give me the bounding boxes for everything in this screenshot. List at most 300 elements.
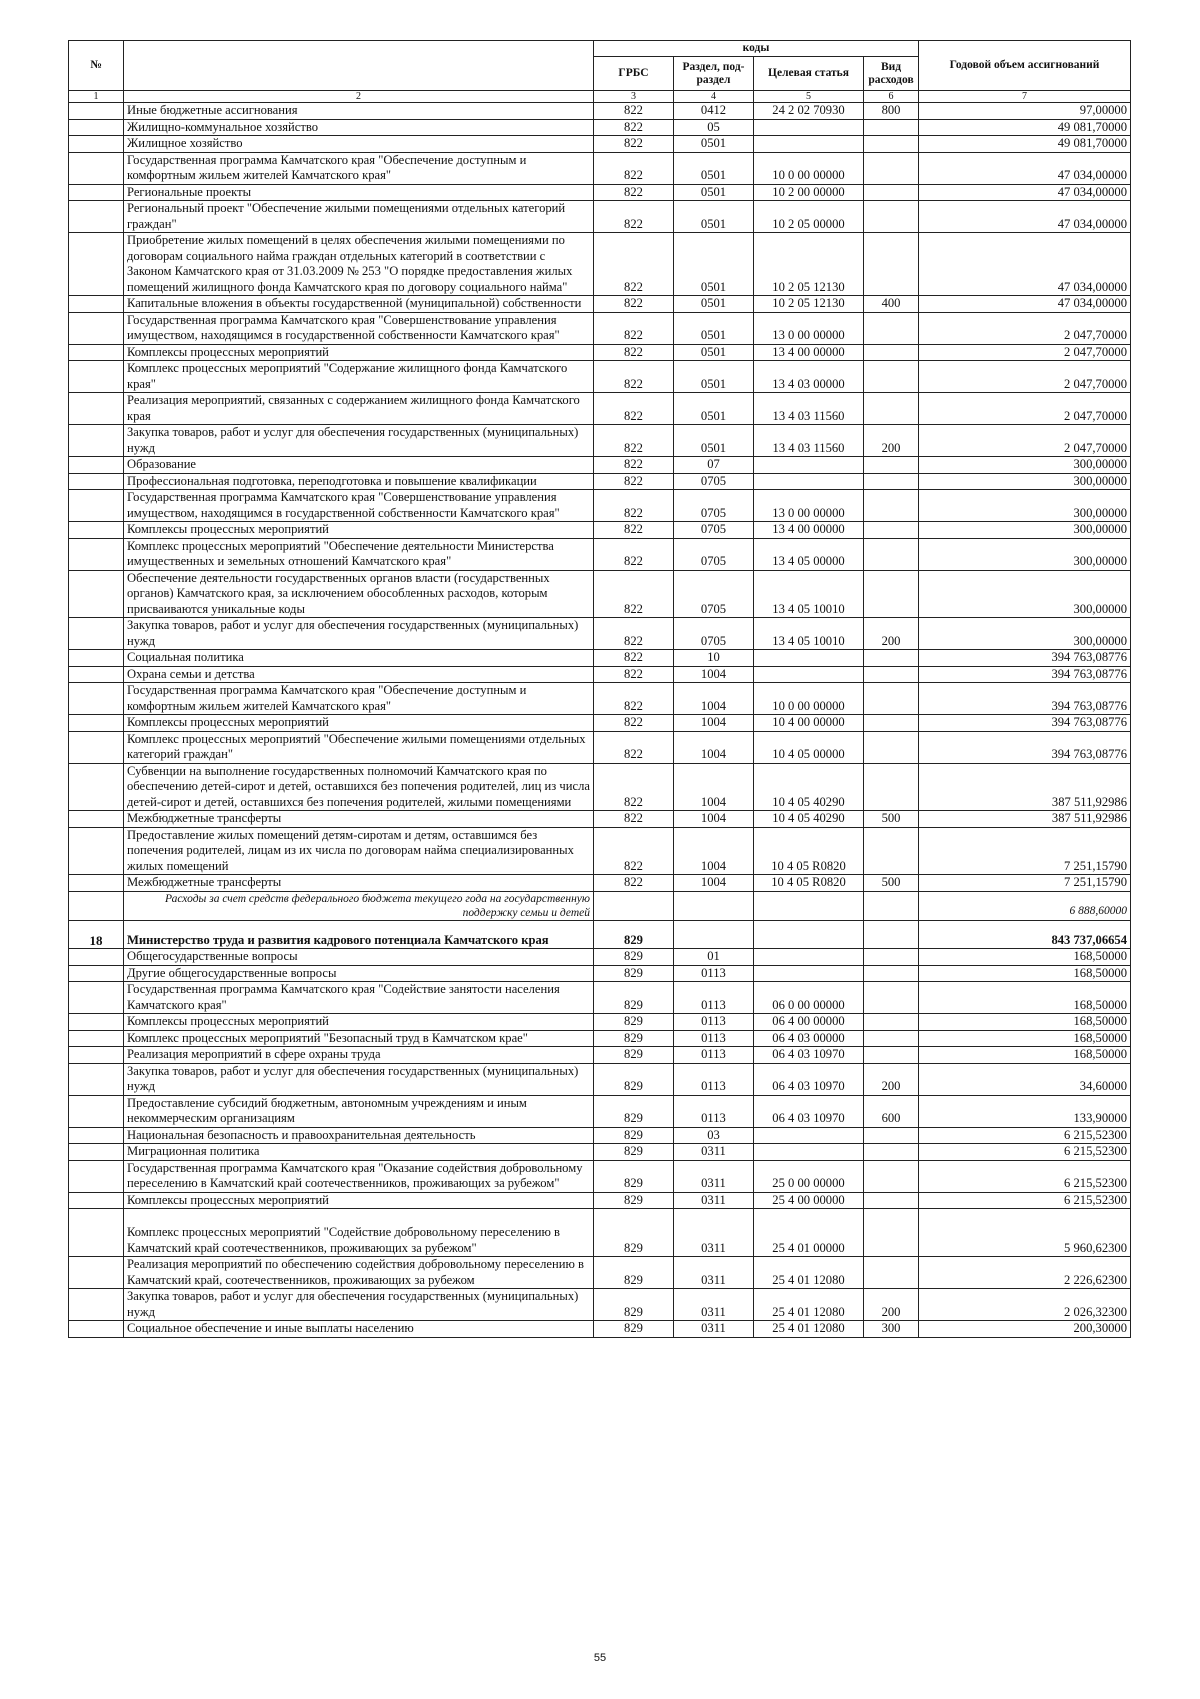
row-amount: 168,50000 [919, 1047, 1131, 1064]
row-target [754, 473, 864, 490]
row-target [754, 949, 864, 966]
row-number [69, 1095, 124, 1127]
row-grbs: 822 [594, 103, 674, 120]
row-grbs: 822 [594, 570, 674, 618]
row-expense-type [864, 1209, 919, 1257]
row-name: Закупка товаров, работ и услуг для обеспечения государственных (муниципальных) нужд [124, 425, 594, 457]
row-section [674, 920, 754, 949]
table-row [69, 763, 1131, 811]
row-name: Закупка товаров, работ и услуг для обеспечения государственных (муниципальных) нужд [124, 1063, 594, 1095]
row-grbs: 829 [594, 1095, 674, 1127]
column-number: 2 [124, 91, 594, 103]
row-grbs: 829 [594, 982, 674, 1014]
table-row [69, 1095, 1131, 1127]
row-target: 13 4 03 11560 [754, 425, 864, 457]
row-section: 0113 [674, 982, 754, 1014]
row-target: 13 4 03 00000 [754, 361, 864, 393]
row-name: Предоставление субсидий бюджетным, автономным учреждениям и иным некоммерческим организациям [124, 1095, 594, 1127]
row-section: 0501 [674, 296, 754, 313]
row-target: 13 4 05 00000 [754, 538, 864, 570]
row-number [69, 522, 124, 539]
row-number [69, 618, 124, 650]
row-amount: 5 960,62300 [919, 1209, 1131, 1257]
row-section: 0705 [674, 618, 754, 650]
row-expense-type [864, 949, 919, 966]
row-number [69, 715, 124, 732]
row-expense-type [864, 184, 919, 201]
row-grbs: 822 [594, 683, 674, 715]
header-expense-type: Вид расходов [864, 57, 919, 91]
row-target: 10 4 05 R0820 [754, 827, 864, 875]
row-number [69, 1257, 124, 1289]
row-section: 0705 [674, 522, 754, 539]
row-amount: 300,00000 [919, 570, 1131, 618]
row-grbs: 822 [594, 344, 674, 361]
row-expense-type: 800 [864, 103, 919, 120]
row-name: Комплекс процессных мероприятий "Содействие добровольному переселению в Камчатский край соотечественников, проживающих за рубежом" [124, 1209, 594, 1257]
row-expense-type [864, 982, 919, 1014]
row-number [69, 473, 124, 490]
row-amount: 2 026,32300 [919, 1289, 1131, 1321]
row-expense-type: 200 [864, 1063, 919, 1095]
row-target: 13 0 00 00000 [754, 490, 864, 522]
row-grbs: 829 [594, 1160, 674, 1192]
row-name: Охрана семьи и детства [124, 666, 594, 683]
row-expense-type [864, 152, 919, 184]
row-grbs: 822 [594, 393, 674, 425]
header-num: № [69, 41, 124, 91]
row-number [69, 344, 124, 361]
column-number: 4 [674, 91, 754, 103]
row-section: 0113 [674, 1095, 754, 1127]
table-row [69, 570, 1131, 618]
row-target: 25 4 01 00000 [754, 1209, 864, 1257]
row-number [69, 184, 124, 201]
row-amount: 300,00000 [919, 490, 1131, 522]
row-amount: 394 763,08776 [919, 666, 1131, 683]
row-name: Другие общегосударственные вопросы [124, 965, 594, 982]
row-grbs: 829 [594, 1127, 674, 1144]
row-grbs: 829 [594, 1144, 674, 1161]
table-row [69, 184, 1131, 201]
row-target: 13 4 00 00000 [754, 522, 864, 539]
row-grbs: 829 [594, 965, 674, 982]
row-name: Образование [124, 457, 594, 474]
row-expense-type: 200 [864, 1289, 919, 1321]
row-expense-type [864, 827, 919, 875]
row-grbs: 822 [594, 666, 674, 683]
row-section: 0113 [674, 965, 754, 982]
row-section: 0113 [674, 1030, 754, 1047]
row-expense-type [864, 1127, 919, 1144]
row-name: Реализация мероприятий, связанных с содержанием жилищного фонда Камчатского края [124, 393, 594, 425]
row-name: Региональный проект "Обеспечение жилыми помещениями отдельных категорий граждан" [124, 201, 594, 233]
row-target [754, 965, 864, 982]
row-grbs: 829 [594, 920, 674, 949]
table-row [69, 1289, 1131, 1321]
row-name: Комплекс процессных мероприятий "Обеспечение деятельности Министерства имущественных и земельных отношений Камчатского края" [124, 538, 594, 570]
table-row [69, 201, 1131, 233]
row-grbs: 829 [594, 1321, 674, 1338]
header-name [124, 41, 594, 91]
table-row [69, 1047, 1131, 1064]
row-grbs: 822 [594, 233, 674, 296]
row-target: 10 0 00 00000 [754, 152, 864, 184]
row-target: 10 4 05 R0820 [754, 875, 864, 892]
row-number [69, 393, 124, 425]
row-amount: 47 034,00000 [919, 233, 1131, 296]
row-section: 0501 [674, 312, 754, 344]
table-row [69, 1014, 1131, 1031]
row-expense-type [864, 457, 919, 474]
row-expense-type [864, 1014, 919, 1031]
row-target: 13 4 05 10010 [754, 618, 864, 650]
row-expense-type [864, 965, 919, 982]
row-target: 10 2 05 12130 [754, 233, 864, 296]
row-target: 10 2 05 00000 [754, 201, 864, 233]
row-number [69, 875, 124, 892]
row-section: 0311 [674, 1209, 754, 1257]
row-grbs: 829 [594, 1030, 674, 1047]
row-amount: 49 081,70000 [919, 136, 1131, 153]
table-row [69, 827, 1131, 875]
row-number [69, 570, 124, 618]
row-target [754, 650, 864, 667]
row-section: 05 [674, 119, 754, 136]
row-name: Государственная программа Камчатского края "Обеспечение доступным и комфортным жильем жителей Камчатского края" [124, 152, 594, 184]
row-number [69, 1144, 124, 1161]
row-amount: 7 251,15790 [919, 875, 1131, 892]
table-row [69, 683, 1131, 715]
row-number [69, 1030, 124, 1047]
row-number [69, 312, 124, 344]
column-number: 7 [919, 91, 1131, 103]
row-section: 0113 [674, 1047, 754, 1064]
row-expense-type [864, 312, 919, 344]
row-section: 0311 [674, 1144, 754, 1161]
row-name: Региональные проекты [124, 184, 594, 201]
table-row [69, 490, 1131, 522]
table-row [69, 965, 1131, 982]
row-section: 01 [674, 949, 754, 966]
row-amount: 2 047,70000 [919, 312, 1131, 344]
row-amount: 168,50000 [919, 1014, 1131, 1031]
row-section: 0501 [674, 184, 754, 201]
row-grbs: 822 [594, 119, 674, 136]
row-amount: 2 047,70000 [919, 393, 1131, 425]
row-target: 13 4 03 11560 [754, 393, 864, 425]
table-body [69, 103, 1131, 1338]
row-section: 0113 [674, 1014, 754, 1031]
row-name: Национальная безопасность и правоохранительная деятельность [124, 1127, 594, 1144]
row-section: 10 [674, 650, 754, 667]
row-name: Приобретение жилых помещений в целях обеспечения жилыми помещениями по договорам социального найма граждан отдельных категорий в соответствии с Законом Камчатского края от 31.03.2009 № 253 "О порядке предоставления жилых помещений жилищного фонда Камчатского края по договору социального найма" [124, 233, 594, 296]
row-number [69, 1192, 124, 1209]
row-section: 0501 [674, 344, 754, 361]
row-name: Комплексы процессных мероприятий [124, 344, 594, 361]
header-section: Раздел, под-раздел [674, 57, 754, 91]
row-amount: 394 763,08776 [919, 683, 1131, 715]
row-section: 0311 [674, 1289, 754, 1321]
row-expense-type [864, 344, 919, 361]
row-amount: 2 047,70000 [919, 425, 1131, 457]
table-row [69, 731, 1131, 763]
table-row [69, 1144, 1131, 1161]
row-target: 06 0 00 00000 [754, 982, 864, 1014]
table-row [69, 233, 1131, 296]
row-target [754, 457, 864, 474]
table-row [69, 103, 1131, 120]
table-row [69, 1321, 1131, 1338]
row-section: 0311 [674, 1160, 754, 1192]
row-section: 0113 [674, 1063, 754, 1095]
row-expense-type [864, 361, 919, 393]
row-amount: 47 034,00000 [919, 184, 1131, 201]
row-name: Комплексы процессных мероприятий [124, 1192, 594, 1209]
row-section: 0311 [674, 1192, 754, 1209]
row-expense-type [864, 119, 919, 136]
row-name: Расходы за счет средств федерального бюджета текущего года на государственную поддержку семьи и детей [124, 891, 594, 920]
row-name: Государственная программа Камчатского края "Обеспечение доступным и комфортным жильем жителей Камчатского края" [124, 683, 594, 715]
row-name: Комплексы процессных мероприятий [124, 1014, 594, 1031]
row-target: 06 4 00 00000 [754, 1014, 864, 1031]
page-number: 55 [593, 1652, 607, 1664]
row-number [69, 683, 124, 715]
row-number [69, 201, 124, 233]
row-name: Миграционная политика [124, 1144, 594, 1161]
header-codes: коды [594, 41, 919, 57]
row-target: 06 4 03 10970 [754, 1063, 864, 1095]
row-target: 25 0 00 00000 [754, 1160, 864, 1192]
row-number [69, 103, 124, 120]
row-target: 25 4 01 12080 [754, 1321, 864, 1338]
table-row [69, 650, 1131, 667]
row-number [69, 490, 124, 522]
row-amount: 2 047,70000 [919, 344, 1131, 361]
row-section: 0501 [674, 393, 754, 425]
row-amount: 387 511,92986 [919, 763, 1131, 811]
table-row [69, 949, 1131, 966]
budget-table [68, 40, 1131, 1338]
row-grbs: 822 [594, 296, 674, 313]
row-amount: 6 888,60000 [919, 891, 1131, 920]
row-amount: 6 215,52300 [919, 1160, 1131, 1192]
row-number [69, 965, 124, 982]
row-grbs: 822 [594, 875, 674, 892]
row-expense-type [864, 1160, 919, 1192]
row-number [69, 233, 124, 296]
row-name: Закупка товаров, работ и услуг для обеспечения государственных (муниципальных) нужд [124, 618, 594, 650]
row-name: Комплексы процессных мероприятий [124, 715, 594, 732]
row-expense-type [864, 201, 919, 233]
row-section: 03 [674, 1127, 754, 1144]
row-target: 13 4 00 00000 [754, 344, 864, 361]
row-expense-type [864, 715, 919, 732]
row-section: 0705 [674, 538, 754, 570]
row-target: 10 4 00 00000 [754, 715, 864, 732]
row-expense-type: 500 [864, 875, 919, 892]
row-target [754, 1127, 864, 1144]
row-number [69, 666, 124, 683]
budget-sheet [68, 40, 1130, 1338]
row-number [69, 1289, 124, 1321]
row-grbs: 822 [594, 457, 674, 474]
row-name: Государственная программа Камчатского края "Содействие занятости населения Камчатского края" [124, 982, 594, 1014]
row-name: Капитальные вложения в объекты государственной (муниципальной) собственности [124, 296, 594, 313]
row-name: Обеспечение деятельности государственных органов власти (государственных органов) Камчатского края, за исключением обособленных расходов, которым присваиваются уникальные коды [124, 570, 594, 618]
row-grbs: 822 [594, 425, 674, 457]
row-expense-type: 200 [864, 425, 919, 457]
row-number [69, 1321, 124, 1338]
row-expense-type [864, 538, 919, 570]
row-amount: 168,50000 [919, 949, 1131, 966]
row-amount: 47 034,00000 [919, 201, 1131, 233]
row-name: Социальное обеспечение и иные выплаты населению [124, 1321, 594, 1338]
row-target: 10 4 05 40290 [754, 811, 864, 828]
row-grbs: 822 [594, 538, 674, 570]
table-row [69, 811, 1131, 828]
row-number [69, 425, 124, 457]
row-name: Иные бюджетные ассигнования [124, 103, 594, 120]
table-row [69, 136, 1131, 153]
row-target: 10 0 00 00000 [754, 683, 864, 715]
row-name: Жилищно-коммунальное хозяйство [124, 119, 594, 136]
row-section: 0501 [674, 136, 754, 153]
row-number [69, 982, 124, 1014]
row-amount: 97,00000 [919, 103, 1131, 120]
row-number [69, 538, 124, 570]
row-section: 1004 [674, 731, 754, 763]
row-target [754, 1144, 864, 1161]
row-amount: 168,50000 [919, 982, 1131, 1014]
row-grbs: 822 [594, 361, 674, 393]
row-expense-type [864, 1030, 919, 1047]
row-name: Государственная программа Камчатского края "Оказание содействия добровольному переселению в Камчатский край соотечественников, проживающих за рубежом" [124, 1160, 594, 1192]
header-target: Целевая статья [754, 57, 864, 91]
row-grbs [594, 891, 674, 920]
row-expense-type [864, 891, 919, 920]
row-number [69, 296, 124, 313]
row-amount: 387 511,92986 [919, 811, 1131, 828]
row-number [69, 827, 124, 875]
row-target [754, 920, 864, 949]
row-expense-type [864, 233, 919, 296]
header-grbs: ГРБС [594, 57, 674, 91]
row-section: 1004 [674, 875, 754, 892]
row-amount: 2 226,62300 [919, 1257, 1131, 1289]
row-number [69, 361, 124, 393]
row-number [69, 1047, 124, 1064]
row-name: Межбюджетные трансферты [124, 811, 594, 828]
row-number [69, 152, 124, 184]
row-section: 1004 [674, 811, 754, 828]
row-section [674, 891, 754, 920]
row-name: Комплекс процессных мероприятий "Безопасный труд в Камчатском крае" [124, 1030, 594, 1047]
row-grbs: 822 [594, 184, 674, 201]
row-expense-type [864, 920, 919, 949]
table-row [69, 891, 1131, 920]
row-amount: 394 763,08776 [919, 715, 1131, 732]
row-section: 07 [674, 457, 754, 474]
row-grbs: 822 [594, 618, 674, 650]
row-name: Социальная политика [124, 650, 594, 667]
row-amount: 300,00000 [919, 457, 1131, 474]
row-amount: 200,30000 [919, 1321, 1131, 1338]
row-grbs: 829 [594, 1192, 674, 1209]
table-row [69, 522, 1131, 539]
row-target: 06 4 03 10970 [754, 1095, 864, 1127]
row-grbs: 822 [594, 715, 674, 732]
row-section: 0705 [674, 490, 754, 522]
row-amount: 47 034,00000 [919, 296, 1131, 313]
table-row [69, 1160, 1131, 1192]
row-name: Государственная программа Камчатского края "Совершенствование управления имуществом, находящимся в государственной собственности Камчатского края" [124, 312, 594, 344]
row-name: Закупка товаров, работ и услуг для обеспечения государственных (муниципальных) нужд [124, 1289, 594, 1321]
row-expense-type [864, 731, 919, 763]
row-grbs: 822 [594, 136, 674, 153]
row-expense-type [864, 393, 919, 425]
row-target [754, 119, 864, 136]
row-target: 10 4 05 40290 [754, 763, 864, 811]
row-name: Комплексы процессных мероприятий [124, 522, 594, 539]
row-section: 1004 [674, 666, 754, 683]
row-amount: 49 081,70000 [919, 119, 1131, 136]
row-grbs: 829 [594, 1047, 674, 1064]
row-expense-type [864, 763, 919, 811]
row-grbs: 822 [594, 312, 674, 344]
row-grbs: 822 [594, 201, 674, 233]
table-row [69, 1192, 1131, 1209]
row-number [69, 811, 124, 828]
row-amount: 34,60000 [919, 1063, 1131, 1095]
table-row [69, 361, 1131, 393]
row-grbs: 829 [594, 1063, 674, 1095]
table-row [69, 715, 1131, 732]
row-grbs: 829 [594, 1209, 674, 1257]
row-grbs: 822 [594, 522, 674, 539]
row-section: 0705 [674, 570, 754, 618]
row-expense-type [864, 666, 919, 683]
row-expense-type [864, 1047, 919, 1064]
row-section: 1004 [674, 763, 754, 811]
row-number [69, 731, 124, 763]
row-name: Государственная программа Камчатского края "Совершенствование управления имуществом, находящимся в государственной собственности Камчатского края" [124, 490, 594, 522]
row-amount: 300,00000 [919, 538, 1131, 570]
row-number [69, 763, 124, 811]
row-grbs: 822 [594, 650, 674, 667]
row-amount: 7 251,15790 [919, 827, 1131, 875]
row-grbs: 829 [594, 1289, 674, 1321]
row-target: 24 2 02 70930 [754, 103, 864, 120]
row-expense-type [864, 570, 919, 618]
row-section: 0501 [674, 201, 754, 233]
row-grbs: 829 [594, 949, 674, 966]
row-number [69, 1209, 124, 1257]
row-number [69, 891, 124, 920]
row-amount: 300,00000 [919, 473, 1131, 490]
row-target: 06 4 03 00000 [754, 1030, 864, 1047]
row-expense-type [864, 1257, 919, 1289]
row-amount: 394 763,08776 [919, 731, 1131, 763]
row-section: 0311 [674, 1321, 754, 1338]
row-grbs: 822 [594, 490, 674, 522]
table-row [69, 152, 1131, 184]
table-row [69, 618, 1131, 650]
row-name: Комплекс процессных мероприятий "Содержание жилищного фонда Камчатского края" [124, 361, 594, 393]
table-row [69, 875, 1131, 892]
row-expense-type [864, 490, 919, 522]
row-expense-type [864, 136, 919, 153]
